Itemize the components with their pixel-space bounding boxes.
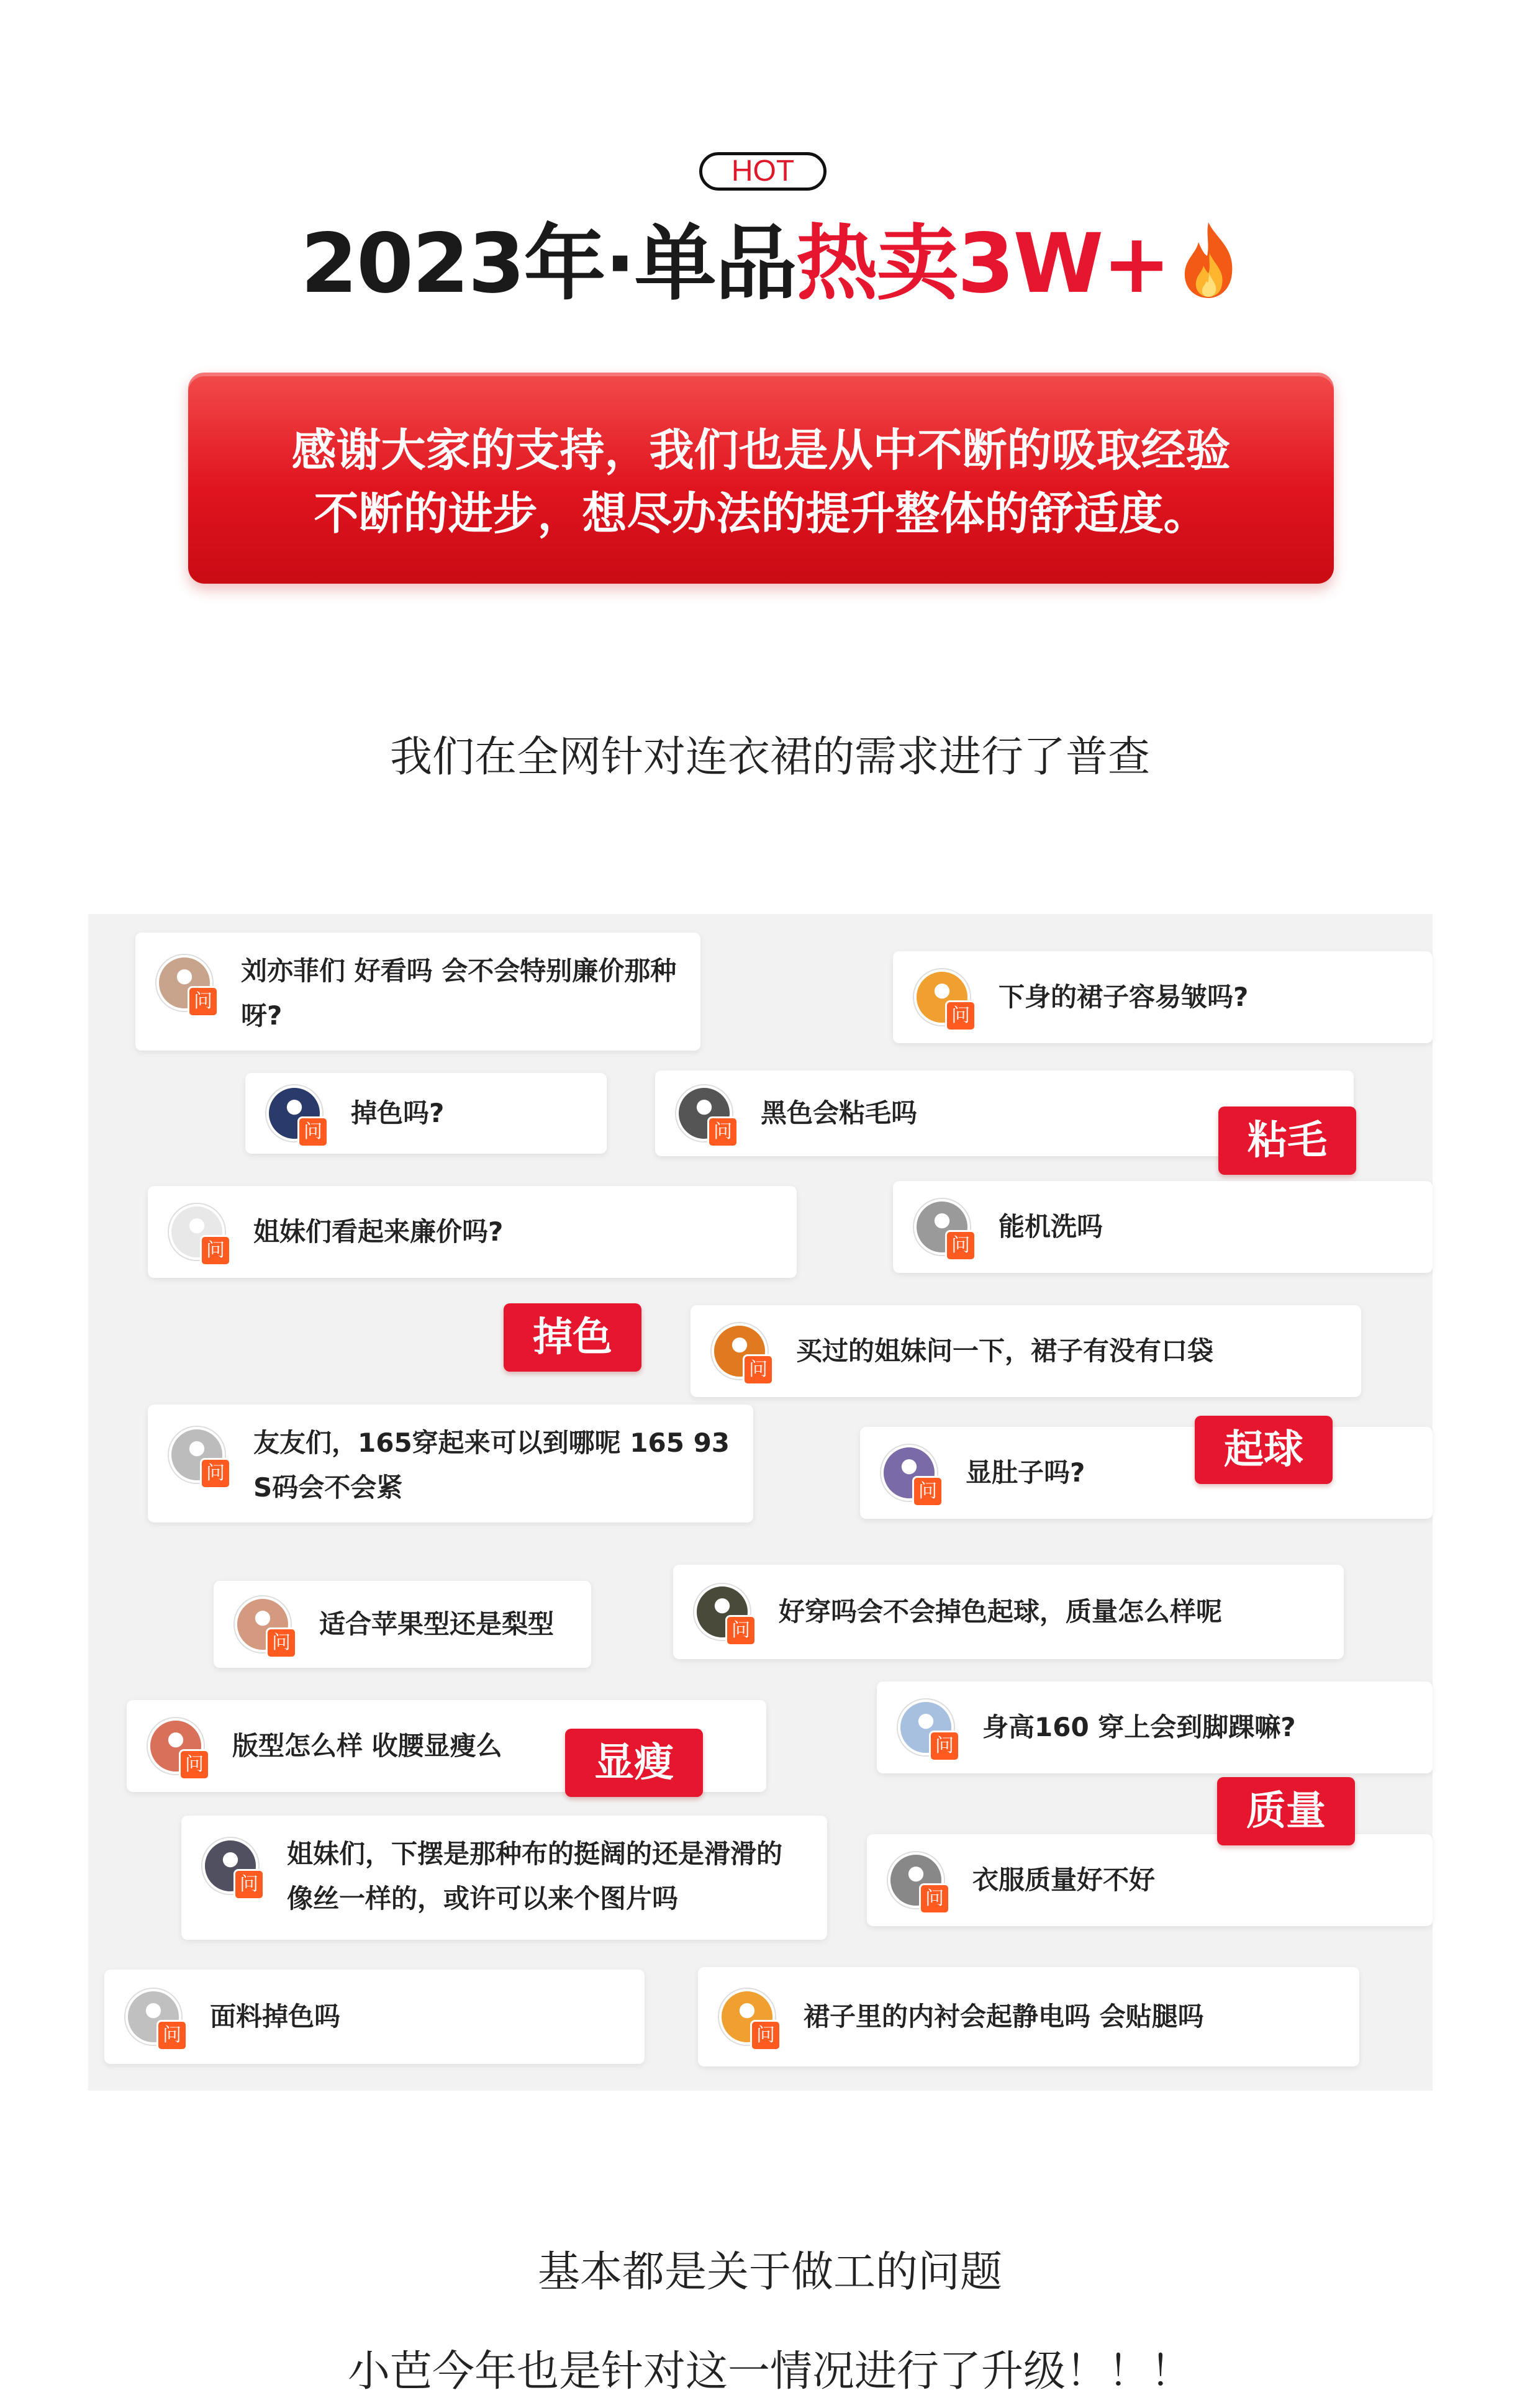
question-badge: 问 [179,1749,210,1780]
question-badge: 问 [743,1354,774,1385]
user-avatar [125,1989,181,2045]
question-badge: 问 [233,1869,265,1900]
question-badge: 问 [945,1000,976,1031]
user-avatar [712,1323,768,1379]
page-title [0,211,1540,317]
user-avatar [888,1852,944,1908]
question-card [673,1565,1344,1659]
question-text: 友友们，165穿起来可以到哪呢 165 93 S码会不会紧 [253,1428,730,1503]
question-badge: 问 [912,1476,943,1507]
question-badge: 问 [750,2020,781,2051]
user-avatar [202,1838,258,1894]
question-badge: 问 [707,1116,738,1147]
tag-pilling: 起球 [1195,1416,1333,1484]
question-text: 适合苹果型还是梨型 [319,1609,555,1639]
question-text: 裙子里的内衬会起静电吗 会贴腿吗 [804,2001,1204,2032]
question-text: 版型怎么样 收腰显瘦么 [232,1731,502,1761]
question-badge: 问 [156,2020,188,2051]
footer-text-1: 基本都是关于做工的问题 [537,2248,1002,2297]
question-badge: 问 [725,1615,756,1646]
tag-fading: 掉色 [504,1303,641,1372]
tag-quality: 质量 [1217,1777,1355,1845]
question-text: 刘亦菲们 好看吗 会不会特别廉价那种呀? [241,956,677,1031]
question-card [860,1427,1433,1519]
question-text: 下身的裙子容易皱吗? [999,982,1249,1012]
survey-title: 我们在全网针对连衣裙的需求进行了普查 [389,733,1150,782]
banner-line-1: 感谢大家的支持，我们也是从中不断的吸取经验 [291,424,1231,476]
question-card [893,951,1433,1043]
footer-text-2: 小芭今年也是针对这一情况进行了升级！！！ [347,2347,1192,2396]
tag-lint: 粘毛 [1218,1106,1356,1175]
user-avatar [898,1699,954,1755]
question-badge: 问 [266,1627,297,1659]
user-avatar [235,1596,291,1652]
user-avatar [169,1204,225,1260]
question-card [877,1681,1433,1773]
question-card [893,1181,1433,1273]
user-avatar [148,1718,204,1774]
hot-badge: HOT [699,152,827,191]
user-avatar [881,1445,937,1501]
user-avatar [914,969,970,1025]
thanks-banner [188,373,1334,584]
banner-line-2: 不断的进步，想尽办法的提升整体的舒适度。 [314,487,1208,540]
question-badge: 问 [297,1116,328,1147]
user-avatar [266,1085,322,1141]
user-avatar [694,1584,750,1640]
question-badge: 问 [919,1883,950,1914]
question-text: 好穿吗会不会掉色起球，质量怎么样呢 [779,1596,1223,1627]
user-avatar [914,1199,970,1255]
user-avatar [719,1989,775,2045]
headline-sales: 热卖3W+ [795,216,1170,312]
tag-slimming: 显瘦 [565,1729,703,1797]
question-text: 买过的姐妹问一下，裙子有没有口袋 [796,1336,1214,1366]
question-text: 衣服质量好不好 [972,1865,1156,1895]
question-badge: 问 [200,1458,231,1489]
question-card [214,1581,591,1668]
question-card [148,1405,753,1523]
question-text: 黑色会粘毛吗 [761,1098,918,1128]
user-avatar [169,1427,225,1483]
question-badge: 问 [929,1731,960,1762]
question-card [148,1186,797,1278]
question-text: 身高160 穿上会到脚踝嘛? [982,1712,1296,1742]
questions-panel [88,914,1433,2091]
question-card [867,1834,1433,1926]
fire-icon [1177,220,1239,301]
question-badge: 问 [945,1230,976,1261]
question-card [181,1816,827,1940]
user-avatar [676,1085,732,1141]
question-text: 面料掉色吗 [210,2001,341,2032]
question-card [691,1305,1361,1397]
user-avatar [156,955,212,1011]
question-badge: 问 [200,1235,231,1266]
question-card [698,1967,1359,2066]
question-card [135,933,700,1051]
question-text: 能机洗吗 [999,1211,1103,1242]
question-card [104,1970,645,2064]
question-card [245,1073,607,1154]
question-text: 显肚子吗? [966,1457,1085,1488]
question-badge: 问 [188,986,219,1017]
question-text: 姐妹们，下摆是那种布的挺阔的还是滑滑的像丝一样的，或许可以来个图片吗 [287,1839,783,1914]
question-text: 掉色吗? [351,1098,445,1128]
headline-year: 2023年·单品 [301,216,796,312]
question-text: 姐妹们看起来廉价吗? [253,1216,504,1247]
